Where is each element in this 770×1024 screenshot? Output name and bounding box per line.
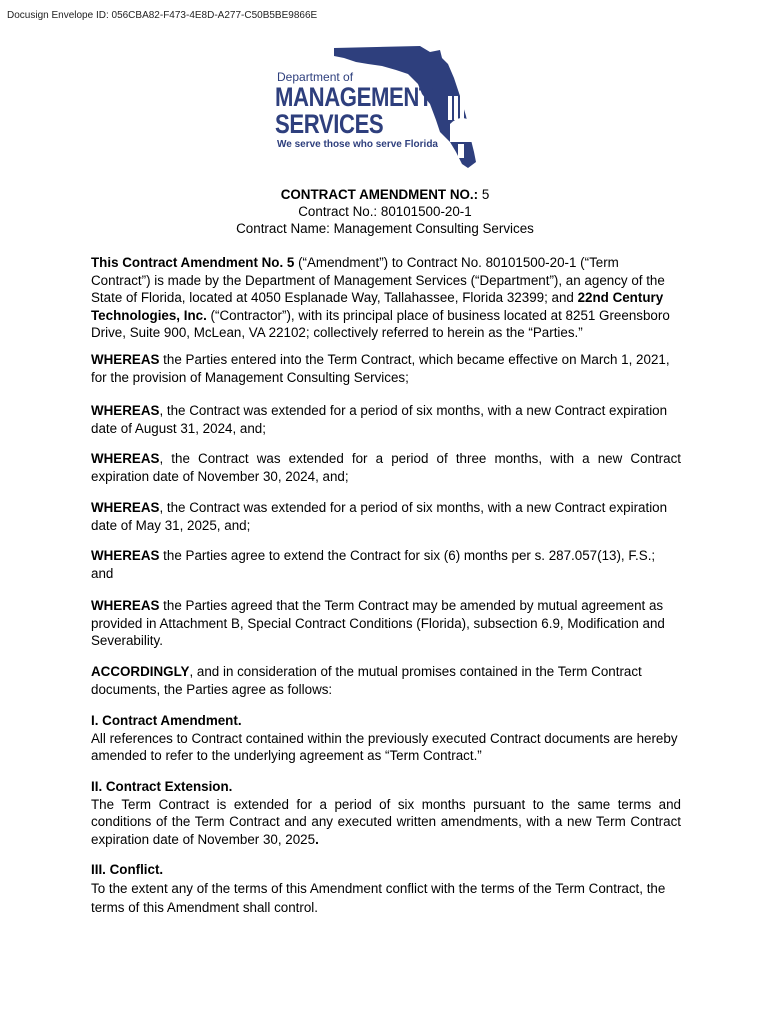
section-heading: I. Contract Amendment. <box>91 713 242 728</box>
whereas-1 <box>91 351 681 386</box>
accordingly-paragraph <box>91 663 681 698</box>
envelope-id: Docusign Envelope ID: 056CBA82-F473-4E8D-A277-C50B5BE9866E <box>7 10 318 21</box>
dms-logo <box>270 44 510 174</box>
whereas-text: the Parties agree to extend the Contract for six (6) months per s. 287.057(13), F.S.; and <box>91 548 656 581</box>
logo-line3: SERVICES <box>275 109 384 139</box>
amendment-title <box>0 187 770 202</box>
section-text: All references to Contract contained within the previously executed Contract documents are hereby amended to refer to the underlying agreement as “Term Contract.” <box>91 730 678 763</box>
intro-bold-1: This Contract Amendment No. 5 <box>91 255 295 270</box>
accordingly-text: , and in consideration of the mutual promises contained in the Term Contract documents, the Parties agree as follows: <box>91 664 642 697</box>
section-text: To the extent any of the terms of this Amendment conflict with the terms of the Term Contract, the terms of this Amendment shall control. <box>91 881 666 915</box>
whereas-5 <box>91 547 681 582</box>
whereas-label: WHEREAS <box>91 548 160 563</box>
section-heading: II. Contract Extension. <box>91 779 233 794</box>
whereas-label: WHEREAS <box>91 500 160 515</box>
whereas-label: WHEREAS <box>91 352 160 367</box>
intro-text-1: (“Amendment”) to Contract No. 80101500-20-1 (“Term Contract”) is made by the Department of Management Services (“Department”), an agency of the State of Florida, located at 4050 Esplanade Way, Tallahassee, Florida 32399; and <box>91 255 665 305</box>
intro-text-2: (“Contractor”), with its principal place of business located at 8251 Greensboro Drive, Suite 900, McLean, VA 22102; collectively referred to herein as the “Parties.” <box>91 307 670 340</box>
whereas-label: WHEREAS <box>91 403 160 418</box>
logo-line2: MANAGEMENT <box>275 82 433 112</box>
section-2 <box>91 778 681 848</box>
whereas-3 <box>91 450 681 485</box>
whereas-text: , the Contract was extended for a period of three months, with a new Contract expiration date of November 30, 2024, and; <box>91 451 681 484</box>
whereas-label: WHEREAS <box>91 598 160 613</box>
logo-tagline: We serve those who serve Florida <box>277 139 438 150</box>
section-text: The Term Contract is extended for a period of six months pursuant to the same terms and conditions of the Term Contract and any executed written amendments, with a new Term Contract expiration date of November 30, 2025 <box>91 796 681 847</box>
section-3 <box>91 860 681 917</box>
intro-paragraph <box>91 254 681 342</box>
whereas-6 <box>91 597 681 650</box>
logo-line1: Department of <box>277 70 354 84</box>
whereas-text: the Parties agreed that the Term Contract may be amended by mutual agreement as provided in Attachment B, Special Contract Conditions (Florida), subsection 6.9, Modification and Severability. <box>91 598 665 648</box>
section-1 <box>91 712 681 765</box>
contract-number: Contract No.: 80101500-20-1 <box>298 204 472 219</box>
whereas-label: WHEREAS <box>91 451 160 466</box>
amendment-number: 5 <box>478 187 490 202</box>
whereas-text: , the Contract was extended for a period of six months, with a new Contract expiration date of August 31, 2024, and; <box>91 403 668 436</box>
whereas-text: the Parties entered into the Term Contract, which became effective on March 1, 2021, for the provision of Management Consulting Services; <box>91 352 670 385</box>
contract-name: Contract Name: Management Consulting Services <box>236 221 534 236</box>
accordingly-label: ACCORDINGLY <box>91 664 190 679</box>
intro-bold-2: 22nd Century Technologies, Inc. <box>91 290 664 323</box>
whereas-4 <box>91 499 681 534</box>
amendment-title-label: CONTRACT AMENDMENT NO.: <box>280 187 479 202</box>
section-text-end: . <box>315 831 319 847</box>
section-heading: III. Conflict. <box>91 862 164 877</box>
whereas-text: , the Contract was extended for a period of six months, with a new Contract expiration date of May 31, 2025, and; <box>91 500 668 533</box>
whereas-2 <box>91 402 681 437</box>
